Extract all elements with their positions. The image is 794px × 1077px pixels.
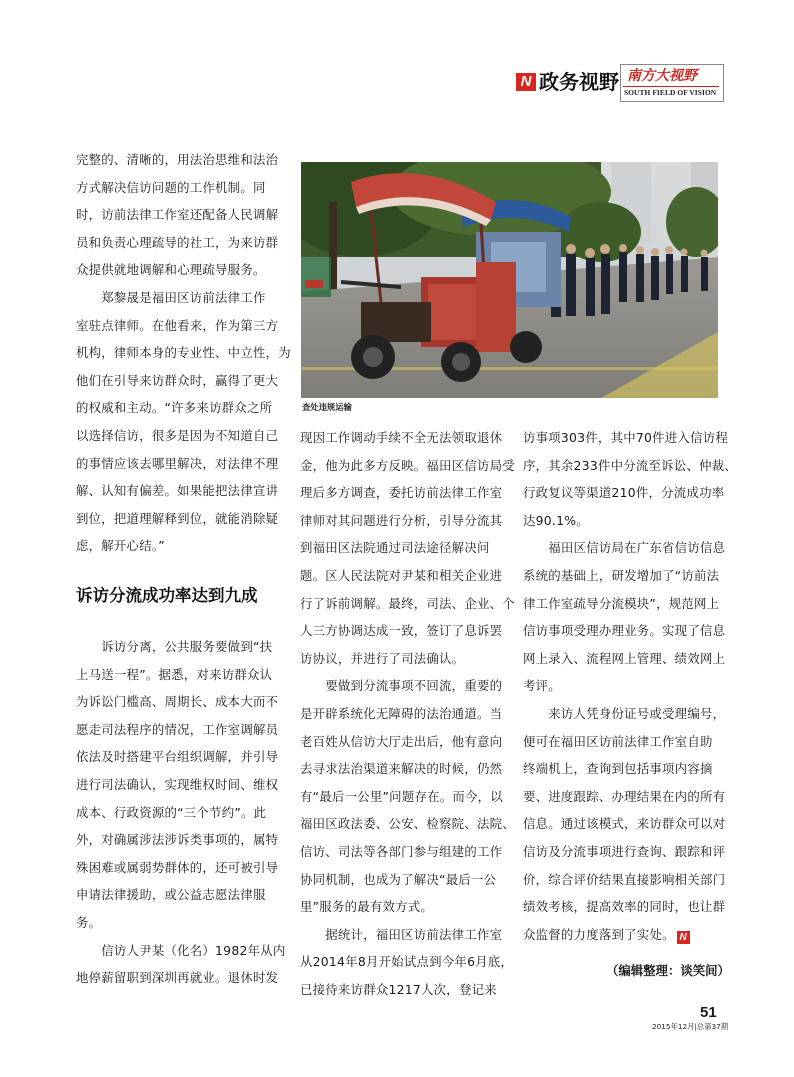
text-line-content: 访事项303件，其中70件进入信访程 [523, 430, 728, 445]
text-line [300, 948, 514, 976]
text-line-content: 信访事项受理办理业务。实现了信息 [523, 623, 726, 639]
text-line [300, 645, 500, 673]
text-line [523, 672, 723, 700]
text-line [76, 174, 281, 202]
text-line [300, 893, 500, 921]
text-line [523, 755, 723, 783]
text-line [523, 507, 723, 535]
text-line-content: 人三方协调达成一致，签订了息诉罢 [300, 623, 503, 639]
text-line-content: 终端机上，查询到包括事项内容摘 [523, 761, 713, 777]
text-line [523, 921, 723, 949]
text-line [76, 229, 281, 257]
text-line-content: 里”服务的最有效方式。 [300, 899, 434, 915]
text-line [523, 590, 723, 618]
text-line-content: 行政复议等渠道210件，分流成功率 [523, 485, 725, 501]
text-line [300, 452, 515, 480]
text-line [523, 617, 726, 645]
text-line [76, 339, 291, 367]
text-line-content: 绩效考核，提高效率的同时，也让群 [523, 899, 726, 915]
text-line-content: 老百姓从信访大厅走出后，他有意向 [300, 733, 503, 749]
text-line-content: 理后多方调查，委托访前法律工作室 [300, 485, 503, 501]
text-line [76, 422, 281, 450]
text-line [523, 728, 723, 756]
text-line [523, 424, 728, 452]
text-line [76, 771, 281, 799]
text-line-content: 以选择信访，很多是因为不知道自己 [76, 427, 279, 443]
column-title: 政务视野 [539, 70, 619, 94]
text-line-content: 要做到分流事项不回流，重要的 [300, 678, 503, 694]
text-line-content: 诉访分离，公共服务要做到“扶 [76, 639, 273, 654]
column-2 [300, 424, 515, 1003]
text-line-content: 题。区人民法院对尹某和相关企业进 [300, 567, 503, 583]
text-line-content: 员和负责心理疏导的社工，为来访群 [76, 234, 279, 250]
text-line-content: 务。 [76, 914, 102, 930]
text-line [76, 688, 281, 716]
text-line-content: 时，访前法律工作室还配备人民调解 [76, 207, 279, 223]
text-line-content: 完整的、清晰的，用法治思维和法治 [76, 152, 279, 167]
text-line [76, 394, 281, 422]
tricycle-photo-image [301, 162, 718, 398]
text-line [76, 256, 281, 284]
text-line-content: 考评。 [523, 678, 561, 694]
text-line-content: 现因工作调动手续不全无法领取退休 [300, 430, 503, 445]
text-line-content: 成本、行政资源的“三个节约”。此 [76, 804, 267, 820]
text-line [523, 479, 723, 507]
text-line-content: 金，他为此多方反映。福田区信访局受 [300, 457, 515, 473]
text-line-content: 方式解决信访问题的工作机制。同 [76, 179, 266, 195]
text-line [76, 312, 281, 340]
text-line [76, 799, 281, 827]
text-line-content: 众提供就地调解和心理疏导服务。 [76, 262, 266, 278]
text-line [76, 201, 281, 229]
text-line-content: 到福田区法院通过司法途径解决问 [300, 540, 490, 556]
text-line [300, 921, 503, 949]
text-line-content: 上马送一程”。据悉，对来访群众认 [76, 666, 273, 682]
text-line-content: 他们在引导来访群众时，赢得了更大 [76, 372, 279, 388]
text-line-content: 机构，律师本身的专业性、中立性，为 [76, 345, 291, 361]
text-line [523, 783, 726, 811]
text-line-content: 系统的基础上，研发增加了“访前法 [523, 567, 720, 583]
text-line-content: 殊困难或属弱势群体的，还可被引导 [76, 859, 279, 875]
end-mark-icon: N [677, 931, 690, 944]
text-line [76, 826, 281, 854]
text-line [76, 633, 281, 661]
magazine-name-en: SOUTH FIELD OF VISION [624, 88, 717, 97]
magazine-masthead [620, 64, 724, 102]
text-line [300, 976, 500, 1004]
text-line [300, 783, 503, 811]
text-line [76, 937, 286, 965]
text-line [300, 590, 515, 618]
text-line [76, 854, 281, 882]
text-line [300, 617, 503, 645]
text-line [76, 146, 281, 174]
text-line [300, 507, 503, 535]
text-line [300, 838, 503, 866]
text-line [523, 452, 738, 480]
text-line [300, 728, 503, 756]
text-line-content: 众监督的力度落到了实处。 [523, 926, 675, 942]
text-line-content: 网上录入、流程网上管理、绩效网上 [523, 650, 726, 666]
text-line [523, 893, 726, 921]
text-line-content: 达90.1%。 [523, 512, 589, 528]
text-line-content: 行了诉前调解。最终，司法、企业、个 [300, 595, 515, 611]
text-line [300, 755, 503, 783]
text-line-content: 价，综合评价结果直接影响相关部门 [523, 871, 726, 887]
text-line [523, 866, 726, 894]
text-line-content: 律工作室疏导分流模块”，规范网上 [523, 595, 720, 611]
column-1-top [76, 146, 291, 560]
text-line [76, 881, 281, 909]
text-line-content: 有“最后一公里”问题存在。而今，以 [300, 788, 503, 804]
text-line [76, 743, 281, 771]
text-line [76, 716, 281, 744]
text-line [523, 810, 726, 838]
section-heading: 诉访分流成功率达到九成 [76, 586, 258, 605]
text-line-content: 愿走司法程序的情况，工作室调解员 [76, 721, 279, 737]
text-line-content: 地停薪留职到深圳再就业。退休时发 [76, 970, 279, 986]
text-line [523, 534, 726, 562]
text-line [300, 672, 503, 700]
page-number: 51 [700, 1004, 717, 1021]
text-line-content: 从2014年8月开始试点到今年6月底， [300, 954, 514, 970]
text-line-content: 室驻点律师。在他看来，作为第三方 [76, 317, 279, 333]
text-line-content: 的事情应该去哪里解决，对法律不理 [76, 455, 279, 471]
text-line [300, 810, 515, 838]
text-line [300, 700, 503, 728]
text-line-content: 信访及分流事项进行查询、跟踪和评 [523, 843, 726, 859]
text-line-content: 申请法律援助，或公益志愿法律服 [76, 887, 266, 903]
text-line-content: 去寻求法治渠道来解决的时候，仍然 [300, 761, 503, 777]
text-line-content: 外，对确属涉法涉诉类事项的，属特 [76, 832, 279, 848]
text-line-content: 虑，解开心结。” [76, 538, 165, 554]
text-line-content: 序，其余233件中分流至诉讼、仲裁、 [523, 457, 738, 473]
text-line-content: 到位，把道理解释到位，就能消除疑 [76, 510, 279, 526]
text-line [523, 562, 723, 590]
text-line-content: 来访人凭身份证号或受理编号， [523, 705, 726, 721]
page-header [516, 62, 722, 102]
text-line [76, 505, 281, 533]
masthead-divider [623, 86, 719, 87]
text-line [76, 284, 281, 312]
text-line-content: 信访、司法等各部门参与组建的工作 [300, 843, 503, 859]
text-line [76, 477, 281, 505]
text-line [300, 866, 500, 894]
text-line [300, 424, 503, 452]
text-line [300, 562, 503, 590]
article-photo [301, 162, 718, 398]
photo-caption: 查处违规运输 [302, 402, 352, 412]
text-line-content: 便可在福田区访前法律工作室自助 [523, 733, 713, 749]
text-line-content: 的权威和主动。“许多来访群众之所 [76, 400, 273, 416]
text-line-content: 福田区信访局在广东省信访信息 [523, 540, 726, 556]
text-line-content: 协同机制，也成为了解决“最后一公 [300, 871, 497, 887]
text-line-content: 是开辟系统化无障碍的法治通道。当 [300, 705, 503, 721]
text-line-content: 访协议，并进行了司法确认。 [300, 650, 465, 666]
text-line-content: 据统计，福田区访前法律工作室 [300, 926, 503, 942]
text-line [76, 661, 281, 689]
text-line-content: 信息。通过该模式，来访群众可以对 [523, 816, 726, 832]
text-line-content: 依法及时搭建平台组织调解，并引导 [76, 749, 279, 765]
text-line [300, 479, 503, 507]
text-line-content: 为诉讼门槛高、周期长、成本大而不 [76, 694, 279, 710]
text-line-content: 郑黎晟是福田区访前法律工作 [76, 289, 266, 305]
column-1-bottom [76, 633, 286, 992]
text-line [523, 838, 726, 866]
text-line [523, 700, 726, 728]
text-line [76, 367, 281, 395]
text-line-content: 已接待来访群众1217人次，登记来 [300, 981, 497, 997]
text-line-content: 进行司法确认，实现维权时间、维权 [76, 776, 279, 792]
issue-info: 2015年12月|总第37期 [652, 1022, 729, 1031]
column-3 [523, 424, 738, 948]
text-line [300, 534, 500, 562]
text-line-content: 福田区政法委、公安、检察院、法院、 [300, 816, 515, 832]
editor-credit: （编辑整理：谈笑间） [606, 963, 730, 978]
text-line-content: 要、进度跟踪、办理结果在内的所有 [523, 788, 726, 804]
text-line [76, 532, 281, 560]
text-line-content: 解、认知有偏差。如果能把法律宣讲 [76, 483, 279, 499]
text-line [523, 645, 726, 673]
text-line [76, 964, 281, 992]
text-line-content: 信访人尹某（化名）1982年从内 [76, 942, 286, 958]
n-logo-icon: N [516, 73, 536, 91]
text-line [76, 450, 281, 478]
text-line [76, 909, 281, 937]
text-line-content: 律师对其问题进行分析，引导分流其 [300, 512, 503, 528]
magazine-name-cn: 南方大视野 [627, 68, 697, 84]
